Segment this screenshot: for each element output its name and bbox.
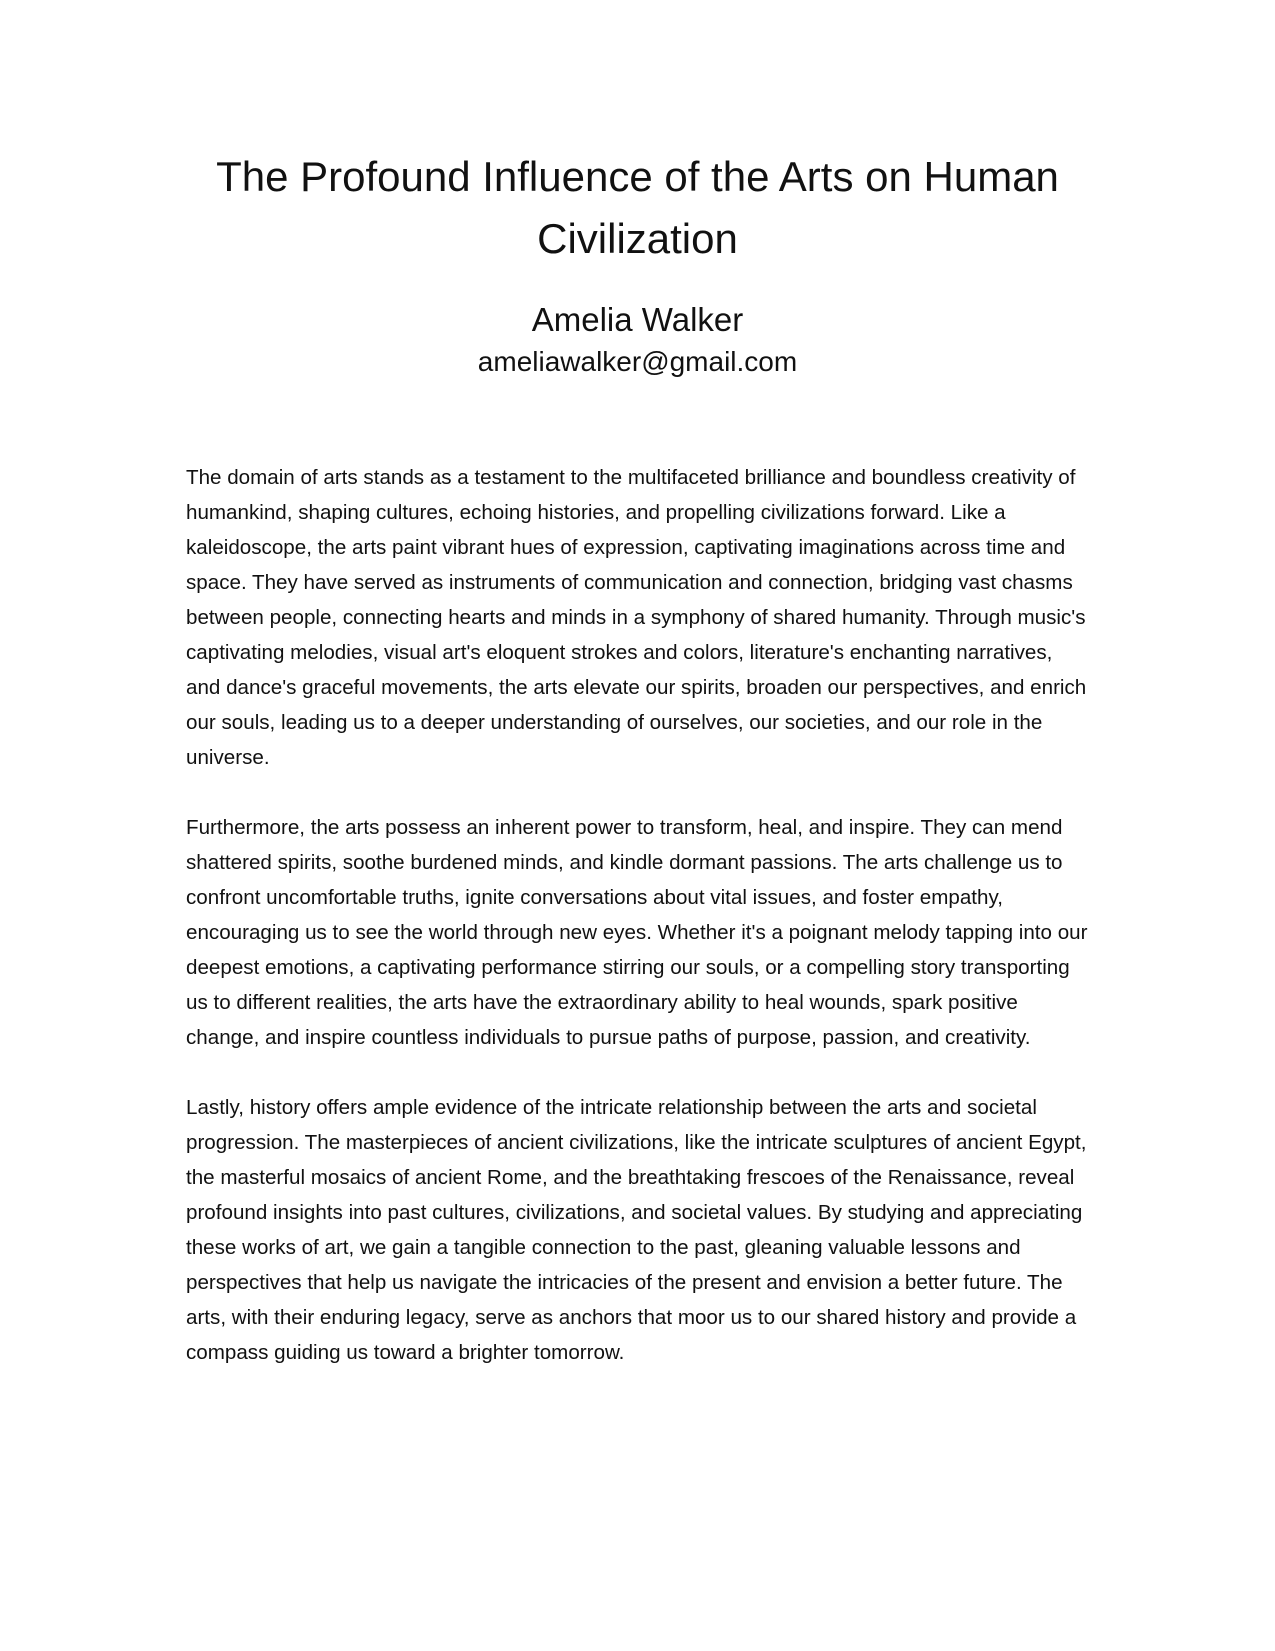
body-paragraph-2: Furthermore, the arts possess an inherent power to transform, heal, and inspire. They can mend shattered spirits, soothe burdened minds, and kindle dormant passions. The arts challenge us to confront uncomfortable truths, ignite conversations about vital issues, and foster empathy, encouraging us to see the world through new eyes. Whether it's a poignant melody tapping into our deepest emotions, a captivating performance stirring our souls, or a compelling story transporting us to different realities, the arts have the extraordinary ability to heal wounds, spark positive change, and inspire countless individuals to pursue paths of purpose, passion, and creativity.	[186, 816, 1088, 1049]
document-title: The Profound Influence of the Arts on Human Civilization	[216, 153, 1059, 262]
author-email: ameliawalker@gmail.com	[477, 346, 798, 377]
document-body	[186, 460, 1091, 1405]
body-paragraph-1: The domain of arts stands as a testament to the multifaceted brilliance and boundless creativity of humankind, shaping cultures, echoing histories, and propelling civilizations forward. Like a kaleidoscope, the arts paint vibrant hues of expression, captivating imaginations across time and space. They have served as instruments of communication and connection, bridging vast chasms between people, connecting hearts and minds in a symphony of shared humanity. Through music's captivating melodies, visual art's eloquent strokes and colors, literature's enchanting narratives, and dance's graceful movements, the arts elevate our spirits, broaden our perspectives, and enrich our souls, leading us to a deeper understanding of ourselves, our societies, and our role in the universe.	[186, 466, 1087, 769]
author-name: Amelia Walker	[531, 301, 744, 338]
body-paragraph-3: Lastly, history offers ample evidence of the intricate relationship between the arts and societal progression. The masterpieces of ancient civilizations, like the intricate sculptures of ancient Egypt, the masterful mosaics of ancient Rome, and the breathtaking frescoes of the Renaissance, reveal profound insights into past cultures, civilizations, and societal values. By studying and appreciating these works of art, we gain a tangible connection to the past, gleaning valuable lessons and perspectives that help us navigate the intricacies of the present and envision a better future. The arts, with their enduring legacy, serve as anchors that moor us to our shared history and provide a compass guiding us toward a brighter tomorrow.	[186, 1096, 1087, 1364]
